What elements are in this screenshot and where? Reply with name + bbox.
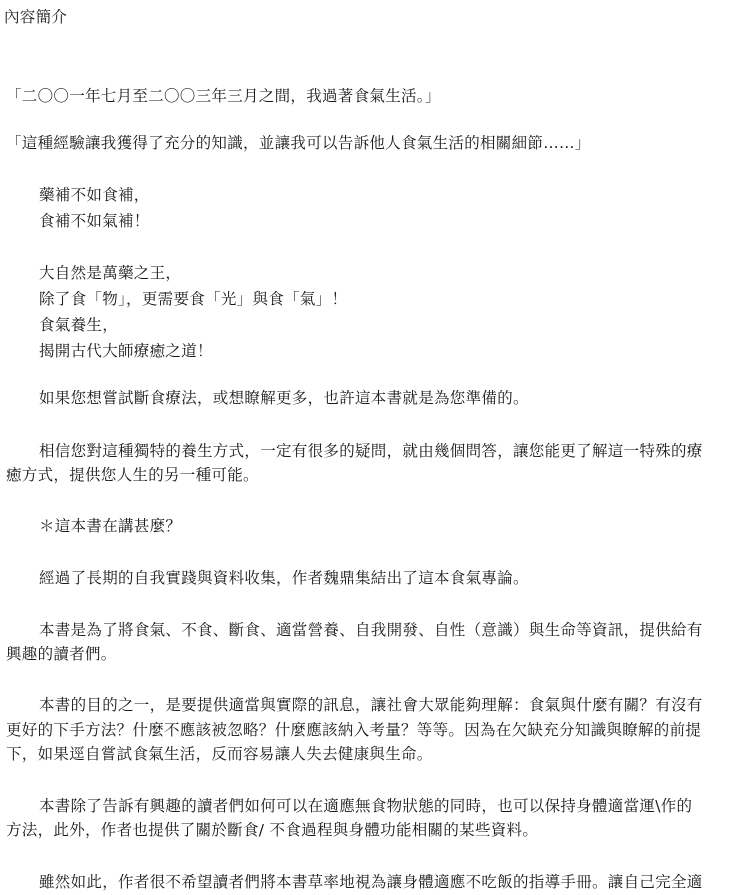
paragraph-3: 經過了長期的自我實踐與資料收集，作者魏鼎集結出了這本食氣專論。 [39, 569, 529, 587]
section-question: ＊這本書在講甚麼？ [39, 517, 182, 535]
paragraph-5-line-2: 更好的下手方法？什麼不應該被忽略？什麼應該納入考量？等等。因為在欠缺充分知識與瞭解的前提 [6, 721, 702, 739]
paragraph-5-line-3: 下，如果逕自嘗試食氣生活，反而容易讓人失去健康與生命。 [6, 745, 433, 763]
quote-1: 「二〇〇一年七月至二〇〇三年三月之間，我過著食氣生活。」 [6, 87, 441, 105]
paragraph-1: 如果您想嘗試斷食療法，或想瞭解更多，也許這本書就是為您準備的。 [39, 389, 529, 407]
paragraph-7-line-1: 雖然如此，作者很不希望讀者們將本書草率地視為讓身體適應不吃飯的指導手冊。讓自己完全適 [39, 873, 703, 891]
paragraph-6-line-1: 本書除了告訴有興趣的讀者們如何可以在適應無食物狀態的同時，也可以保持身體適當運\作的 [39, 797, 693, 815]
paragraph-4-line-1: 本書是為了將食氣、不食、斷食、適當營養、自我開發、自性（意識）與生命等資訊，提供給有 [39, 621, 703, 639]
page-heading: 內容簡介 [4, 8, 68, 26]
paragraph-4-line-2: 興趣的讀者們。 [6, 645, 117, 663]
poem-2-line-2: 除了食「物」，更需要食「光」與食「氣」！ [39, 290, 348, 308]
quote-2: 「這種經驗讓我獲得了充分的知識，並讓我可以告訴他人食氣生活的相關細節……」 [6, 134, 591, 152]
paragraph-5-line-1: 本書的目的之一，是要提供適當與實際的訊息，讓社會大眾能夠理解：食氣與什麼有關？有沒有 [39, 696, 703, 714]
poem-1-line-2: 食補不如氣補！ [39, 212, 150, 230]
poem-2-line-1: 大自然是萬藥之王， [39, 264, 182, 282]
paragraph-2-line-2: 癒方式，提供您人生的另一種可能。 [6, 466, 259, 484]
paragraph-2-line-1: 相信您對這種獨特的養生方式，一定有很多的疑問，就由幾個問答，讓您能更了解這一特殊的療 [39, 442, 703, 460]
poem-2-line-3: 食氣養生， [39, 316, 119, 334]
paragraph-6-line-2: 方法，此外，作者也提供了關於斷食/ 不食過程與身體功能相關的某些資料。 [6, 821, 539, 839]
poem-2-line-4: 揭開古代大師療癒之道！ [39, 342, 213, 360]
poem-1-line-1: 藥補不如食補， [39, 186, 150, 204]
